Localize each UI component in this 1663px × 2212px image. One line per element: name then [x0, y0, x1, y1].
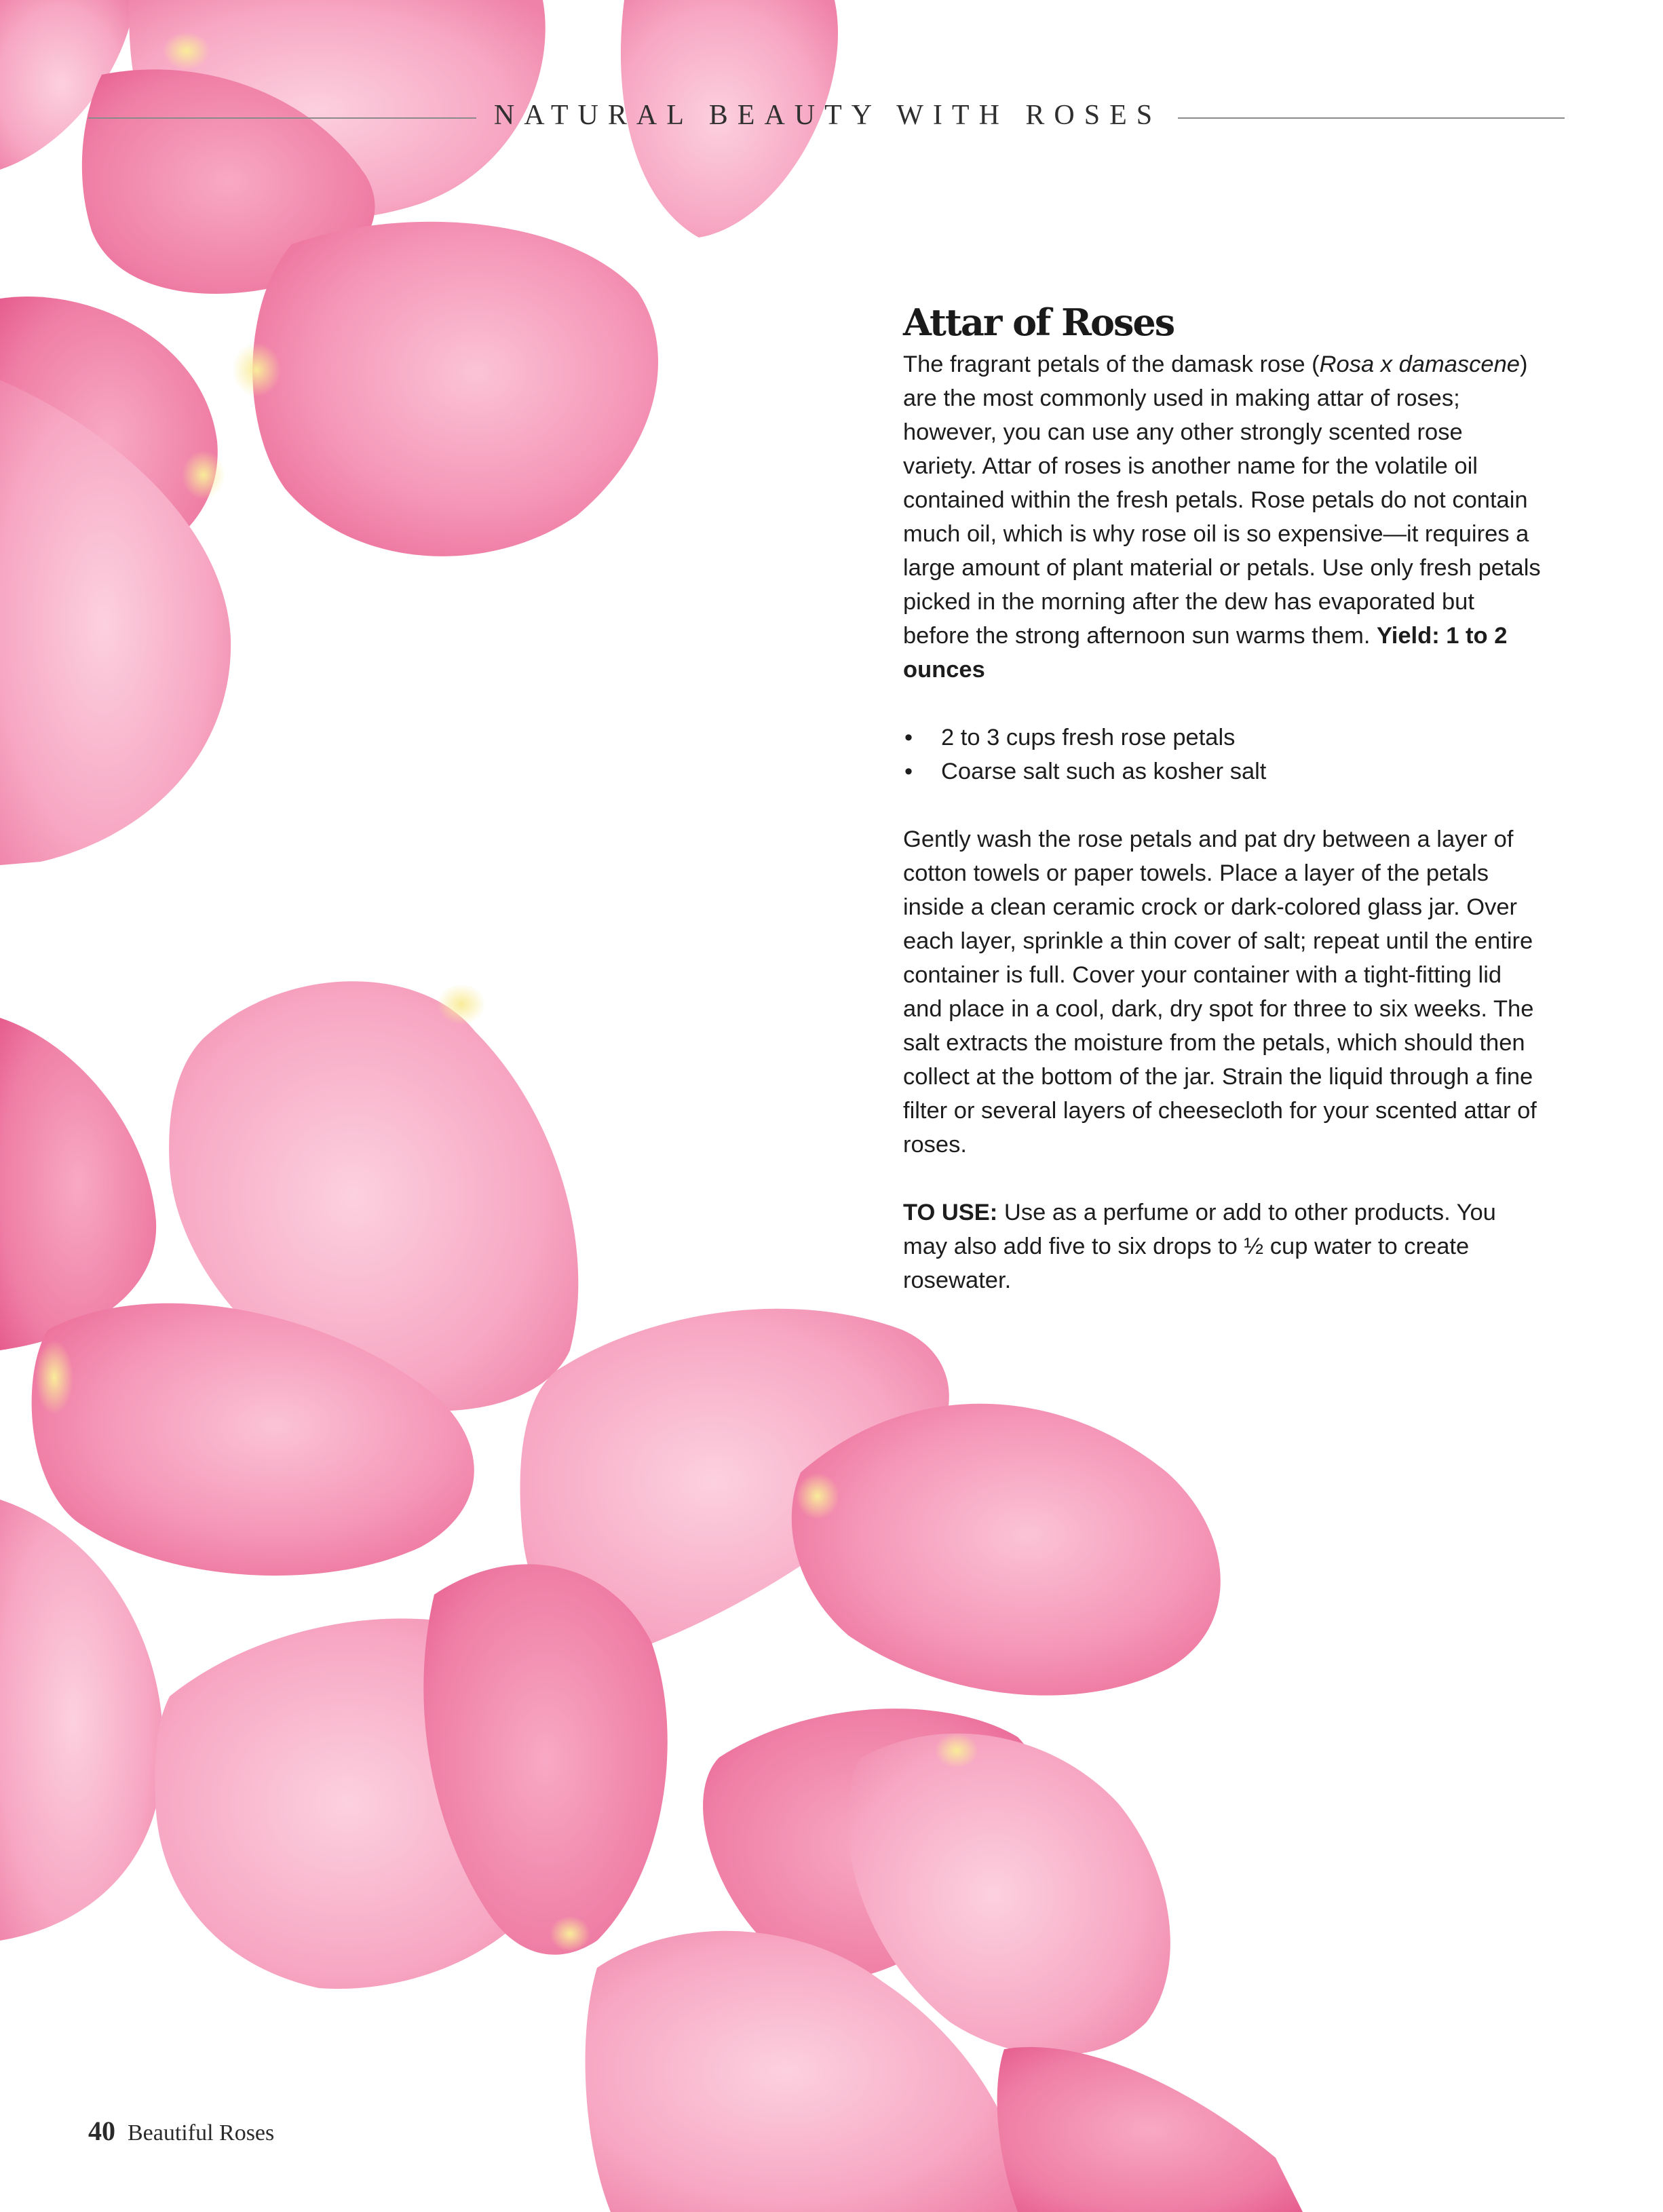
petal-base: [232, 343, 281, 397]
intro-paragraph: [903, 347, 1541, 687]
intro-text-start: The fragrant petals of the damask rose (: [903, 351, 1320, 377]
article: [903, 301, 1541, 1297]
bullet-icon: •: [904, 759, 913, 784]
botanical-name: Rosa x damascene: [1319, 351, 1520, 377]
petal: [792, 1404, 1221, 1696]
section-header: NATURAL BEAUTY WITH ROSES: [493, 100, 1162, 131]
method-paragraph: Gently wash the rose petals and pat dry between a layer of cotton towels or paper towels. Place a layer of the petals inside a clean ceramic crock or dark-colored glass jar. Over each layer, sprinkle a thin cover of salt; repeat until the entire container is full. Cover your container with a tight-fitting lid and place in a cool, dark, dry spot for three to six weeks. The salt extracts the moisture from the petals, which should then collect at the bottom of the jar. Strain the liquid through a fine filter or several layers of cheesecloth for your scented attar of roses.: [903, 826, 1537, 1158]
page-footer: [88, 2115, 274, 2147]
article-title: Attar of Roses: [903, 301, 1174, 344]
header-rule-left: [88, 117, 476, 119]
petal-base: [35, 1340, 73, 1415]
petal: [252, 222, 658, 556]
ingredient-item: [903, 721, 1541, 755]
bullet-icon: •: [904, 725, 913, 750]
to-use-label: TO USE:: [903, 1200, 998, 1225]
petal: [0, 1018, 156, 1350]
petal-base: [163, 32, 210, 70]
petal-base: [935, 1733, 978, 1768]
petal-base: [437, 984, 486, 1025]
ingredient-item: [903, 755, 1541, 788]
to-use-paragraph: [903, 1196, 1541, 1297]
yield-text: Yield: 1 to 2 ounces: [903, 623, 1508, 683]
to-use-text: Use as a perfume or add to other products. You may also add five to six drops to ½ cup water to create rosewater.: [903, 1200, 1496, 1293]
ingredient-text: Coarse salt such as kosher salt: [941, 759, 1267, 784]
ingredient-text: 2 to 3 cups fresh rose petals: [941, 725, 1236, 750]
petal-base: [796, 1473, 839, 1519]
publication-name: Beautiful Roses: [128, 2120, 275, 2146]
ingredient-list: [903, 721, 1541, 788]
intro-text-end: ) are the most commonly used in making attar of roses; however, you can use any other strongly scented rose variety. Attar of roses is another name for the volatile oil contained within the fresh petals. Rose petals do not contain much oil, which is why rose oil is so expensive—it requires a large amount of plant material or petals. Use only fresh petals picked in the morning after the dew has evaporated but before the strong afternoon sun warms them.: [903, 351, 1541, 649]
page-number: 40: [88, 2116, 115, 2146]
petal: [0, 1500, 164, 1941]
petal-base: [182, 451, 225, 499]
header-rule-right: [1178, 117, 1565, 119]
petal-base: [550, 1916, 590, 1951]
petal: [997, 2047, 1303, 2212]
